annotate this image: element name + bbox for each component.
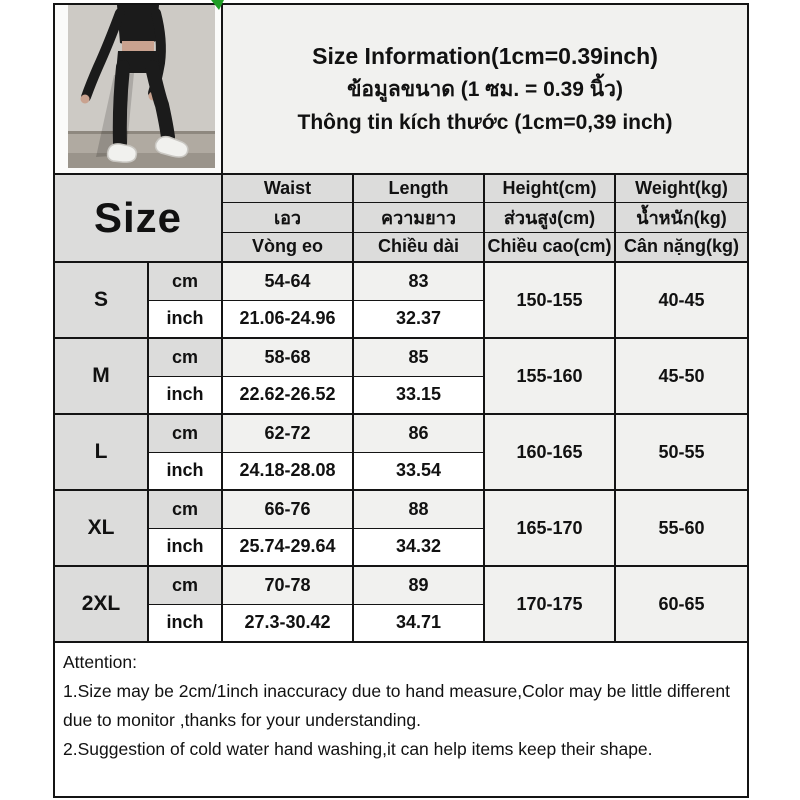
weight-value: 45-50 [615,338,748,414]
col-header-weight-vi: Cân nặng(kg) [615,232,748,262]
weight-value: 55-60 [615,490,748,566]
col-header-waist-en: Waist [222,174,353,202]
height-value: 165-170 [484,490,615,566]
waist-cm-value: 62-72 [222,414,353,452]
unit-cm: cm [148,262,222,300]
title-vietnamese: Thông tin kích thước (1cm=0,39 inch) [297,110,673,134]
size-label-s: S [54,262,148,338]
waist-inch-value: 27.3-30.42 [222,604,353,642]
waist-inch-value: 22.62-26.52 [222,376,353,414]
col-header-waist-th: เอว [222,202,353,232]
col-header-weight-en: Weight(kg) [615,174,748,202]
length-inch-value: 34.32 [353,528,484,566]
height-value: 155-160 [484,338,615,414]
table-row-2xl [54,566,748,604]
unit-inch: inch [148,604,222,642]
length-cm-value: 89 [353,566,484,604]
length-inch-value: 33.54 [353,452,484,490]
table-row-l [54,414,748,452]
length-cm-value: 85 [353,338,484,376]
waist-inch-value: 25.74-29.64 [222,528,353,566]
length-cm-value: 88 [353,490,484,528]
product-photo [56,5,220,168]
col-header-height-en: Height(cm) [484,174,615,202]
unit-inch: inch [148,528,222,566]
height-value: 150-155 [484,262,615,338]
title-thai: ข้อมูลขนาด (1 ซม. = 0.39 นิ้ว) [347,78,623,102]
size-column-header: Size [54,174,222,262]
unit-cm: cm [148,566,222,604]
unit-cm: cm [148,414,222,452]
size-label-l: L [54,414,148,490]
table-row-m [54,338,748,376]
height-value: 160-165 [484,414,615,490]
size-table [53,3,749,798]
height-value: 170-175 [484,566,615,642]
col-header-length-th: ความยาว [353,202,484,232]
unit-cm: cm [148,338,222,376]
col-header-waist-vi: Vòng eo [222,232,353,262]
attention-note-1: 1.Size may be 2cm/1inch inaccuracy due to hand measure,Color may be little different due to monitor ,thanks for your understanding. [63,681,730,730]
title-english: Size Information(1cm=0.39inch) [312,42,658,69]
waist-cm-value: 58-68 [222,338,353,376]
waist-cm-value: 66-76 [222,490,353,528]
col-header-height-th: ส่วนสูง(cm) [484,202,615,232]
col-header-height-vi: Chiều cao(cm) [484,232,615,262]
col-header-length-vi: Chiều dài [353,232,484,262]
waist-cm-value: 54-64 [222,262,353,300]
col-header-length-en: Length [353,174,484,202]
length-inch-value: 32.37 [353,300,484,338]
size-label-m: M [54,338,148,414]
size-label-xl: XL [54,490,148,566]
product-photo-cell [54,4,222,174]
attention-heading: Attention: [63,652,137,672]
table-row-xl [54,490,748,528]
unit-inch: inch [148,300,222,338]
weight-value: 50-55 [615,414,748,490]
waist-inch-value: 21.06-24.96 [222,300,353,338]
length-cm-value: 86 [353,414,484,452]
unit-inch: inch [148,376,222,414]
title-cell [222,4,748,174]
waist-cm-value: 70-78 [222,566,353,604]
attention-section [54,642,748,797]
length-cm-value: 83 [353,262,484,300]
weight-value: 60-65 [615,566,748,642]
unit-cm: cm [148,490,222,528]
attention-note-2: 2.Suggestion of cold water hand washing,it can help items keep their shape. [63,739,653,759]
green-corner-marker-icon [210,0,224,10]
size-label-2xl: 2XL [54,566,148,642]
table-row-s [54,262,748,300]
length-inch-value: 34.71 [353,604,484,642]
weight-value: 40-45 [615,262,748,338]
waist-inch-value: 24.18-28.08 [222,452,353,490]
col-header-weight-th: น้ำหนัก(kg) [615,202,748,232]
length-inch-value: 33.15 [353,376,484,414]
unit-inch: inch [148,452,222,490]
